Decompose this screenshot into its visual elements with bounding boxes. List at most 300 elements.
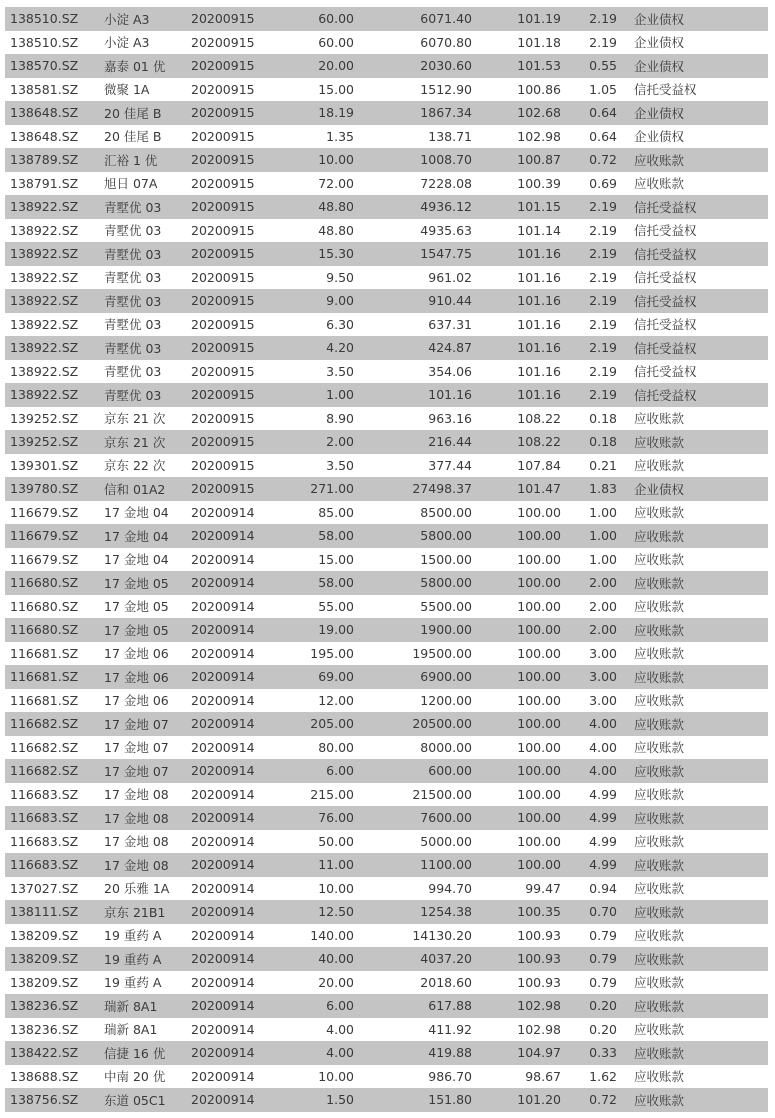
asset-type-cell: 信托受益权: [634, 223, 697, 239]
bond-name-cell: 京东 21 次: [104, 434, 166, 450]
bond-name-cell: 17 金地 06: [104, 646, 169, 662]
trade-date-cell: 20200915: [191, 199, 255, 215]
table-row: [5, 242, 768, 266]
bond-code-cell: 137027.SZ: [10, 880, 79, 896]
volume-cell: 20.00: [318, 974, 354, 990]
asset-type-cell: 应收账款: [634, 669, 685, 685]
table-row: [5, 806, 768, 830]
bond-name-cell: 17 金地 04: [104, 528, 169, 544]
volume-cell: 15.00: [318, 81, 354, 97]
term-cell: 0.94: [589, 880, 617, 896]
bond-name-cell: 青墅优 03: [104, 246, 162, 262]
amount-cell: 4935.63: [420, 222, 472, 238]
bond-name-cell: 20 佳尾 B: [104, 129, 162, 145]
volume-cell: 12.00: [318, 692, 354, 708]
volume-cell: 40.00: [318, 951, 354, 967]
bond-name-cell: 17 金地 07: [104, 740, 169, 756]
price-cell: 101.16: [517, 246, 561, 262]
bond-code-cell: 138422.SZ: [10, 1045, 79, 1061]
price-cell: 100.87: [517, 152, 561, 168]
bond-name-cell: 京东 22 次: [104, 458, 166, 474]
price-cell: 100.93: [517, 974, 561, 990]
asset-type-cell: 应收账款: [634, 740, 685, 756]
price-cell: 100.00: [517, 716, 561, 732]
price-cell: 100.35: [517, 904, 561, 920]
price-cell: 100.39: [517, 175, 561, 191]
term-cell: 2.19: [589, 11, 617, 27]
bond-name-cell: 微聚 1A: [104, 82, 150, 98]
price-cell: 100.00: [517, 551, 561, 567]
bond-code-cell: 138922.SZ: [10, 246, 79, 262]
table-row: [5, 266, 768, 290]
trade-date-cell: 20200914: [191, 504, 255, 520]
volume-cell: 15.30: [318, 246, 354, 262]
trade-date-cell: 20200915: [191, 128, 255, 144]
table-row: [5, 947, 768, 971]
volume-cell: 20.00: [318, 58, 354, 74]
bond-name-cell: 青墅优 03: [104, 387, 162, 403]
table-row: [5, 454, 768, 478]
volume-cell: 4.00: [326, 1045, 354, 1061]
term-cell: 1.00: [589, 551, 617, 567]
volume-cell: 85.00: [318, 504, 354, 520]
price-cell: 101.16: [517, 293, 561, 309]
term-cell: 0.69: [589, 175, 617, 191]
bond-name-cell: 旭日 07A: [104, 176, 158, 192]
amount-cell: 961.02: [428, 269, 472, 285]
bond-name-cell: 17 金地 05: [104, 622, 169, 638]
price-cell: 100.93: [517, 927, 561, 943]
volume-cell: 215.00: [310, 786, 354, 802]
term-cell: 0.21: [589, 457, 617, 473]
amount-cell: 5800.00: [420, 575, 472, 591]
bond-name-cell: 19 重药 A: [104, 975, 162, 991]
price-cell: 100.00: [517, 669, 561, 685]
amount-cell: 101.16: [428, 387, 472, 403]
bond-name-cell: 17 金地 08: [104, 857, 169, 873]
term-cell: 2.19: [589, 222, 617, 238]
asset-type-cell: 信托受益权: [634, 270, 697, 286]
trade-date-cell: 20200915: [191, 152, 255, 168]
term-cell: 3.00: [589, 692, 617, 708]
bond-name-cell: 信和 01A2: [104, 481, 166, 497]
term-cell: 1.83: [589, 481, 617, 497]
bond-code-cell: 116679.SZ: [10, 504, 79, 520]
term-cell: 4.99: [589, 857, 617, 873]
bond-name-cell: 17 金地 07: [104, 716, 169, 732]
asset-type-cell: 应收账款: [634, 552, 685, 568]
bond-name-cell: 青墅优 03: [104, 317, 162, 333]
table-row: [5, 54, 768, 78]
trade-date-cell: 20200915: [191, 34, 255, 50]
bond-code-cell: 138922.SZ: [10, 340, 79, 356]
term-cell: 2.00: [589, 622, 617, 638]
term-cell: 0.55: [589, 58, 617, 74]
term-cell: 1.00: [589, 504, 617, 520]
bond-code-cell: 138236.SZ: [10, 998, 79, 1014]
term-cell: 2.00: [589, 575, 617, 591]
table-row: [5, 689, 768, 713]
asset-type-cell: 应收账款: [634, 998, 685, 1014]
term-cell: 0.64: [589, 105, 617, 121]
price-cell: 100.00: [517, 575, 561, 591]
volume-cell: 48.80: [318, 199, 354, 215]
bond-name-cell: 京东 21B1: [104, 904, 166, 920]
trade-date-cell: 20200915: [191, 222, 255, 238]
asset-type-cell: 应收账款: [634, 528, 685, 544]
table-row: [5, 712, 768, 736]
table-row: [5, 430, 768, 454]
table-row: [5, 172, 768, 196]
bond-name-cell: 17 金地 05: [104, 575, 169, 591]
asset-type-cell: 应收账款: [634, 857, 685, 873]
asset-type-cell: 应收账款: [634, 1092, 685, 1108]
bond-name-cell: 19 重药 A: [104, 928, 162, 944]
table-row: [5, 407, 768, 431]
amount-cell: 994.70: [428, 880, 472, 896]
bond-code-cell: 116683.SZ: [10, 786, 79, 802]
amount-cell: 27498.37: [412, 481, 472, 497]
bond-name-cell: 汇裕 1 优: [104, 152, 158, 168]
term-cell: 1.00: [589, 528, 617, 544]
volume-cell: 60.00: [318, 11, 354, 27]
volume-cell: 195.00: [310, 645, 354, 661]
price-cell: 101.16: [517, 363, 561, 379]
term-cell: 0.20: [589, 1021, 617, 1037]
bond-code-cell: 138581.SZ: [10, 81, 79, 97]
trade-date-cell: 20200914: [191, 528, 255, 544]
price-cell: 100.86: [517, 81, 561, 97]
amount-cell: 1100.00: [420, 857, 472, 873]
trade-date-cell: 20200915: [191, 58, 255, 74]
table-row: [5, 7, 768, 31]
term-cell: 0.70: [589, 904, 617, 920]
trade-date-cell: 20200915: [191, 363, 255, 379]
volume-cell: 19.00: [318, 622, 354, 638]
amount-cell: 21500.00: [412, 786, 472, 802]
amount-cell: 4037.20: [420, 951, 472, 967]
price-cell: 101.47: [517, 481, 561, 497]
bond-code-cell: 116683.SZ: [10, 833, 79, 849]
volume-cell: 2.00: [326, 434, 354, 450]
trade-date-cell: 20200914: [191, 763, 255, 779]
bond-code-cell: 138510.SZ: [10, 11, 79, 27]
volume-cell: 3.50: [326, 363, 354, 379]
trade-date-cell: 20200915: [191, 340, 255, 356]
bond-code-cell: 139252.SZ: [10, 410, 79, 426]
amount-cell: 1254.38: [420, 904, 472, 920]
bond-name-cell: 青墅优 03: [104, 223, 162, 239]
volume-cell: 1.00: [326, 387, 354, 403]
amount-cell: 1900.00: [420, 622, 472, 638]
price-cell: 99.47: [525, 880, 561, 896]
term-cell: 2.19: [589, 34, 617, 50]
asset-type-cell: 企业债权: [634, 129, 685, 145]
asset-type-cell: 应收账款: [634, 716, 685, 732]
table-row: [5, 219, 768, 243]
trade-date-cell: 20200915: [191, 293, 255, 309]
bond-code-cell: 138209.SZ: [10, 951, 79, 967]
table-row: [5, 383, 768, 407]
asset-type-cell: 企业债权: [634, 35, 685, 51]
term-cell: 1.62: [589, 1068, 617, 1084]
volume-cell: 6.00: [326, 998, 354, 1014]
bond-code-cell: 139301.SZ: [10, 457, 79, 473]
trade-date-cell: 20200914: [191, 904, 255, 920]
table-row: [5, 877, 768, 901]
trade-date-cell: 20200914: [191, 880, 255, 896]
trade-date-cell: 20200915: [191, 387, 255, 403]
volume-cell: 9.50: [326, 269, 354, 285]
bond-name-cell: 17 金地 05: [104, 599, 169, 615]
bond-name-cell: 19 重药 A: [104, 951, 162, 967]
asset-type-cell: 应收账款: [634, 951, 685, 967]
bond-code-cell: 116681.SZ: [10, 692, 79, 708]
asset-type-cell: 应收账款: [634, 411, 685, 427]
term-cell: 2.19: [589, 340, 617, 356]
bond-code-cell: 138209.SZ: [10, 974, 79, 990]
asset-type-cell: 企业债权: [634, 105, 685, 121]
bond-code-cell: 116679.SZ: [10, 528, 79, 544]
asset-type-cell: 信托受益权: [634, 293, 697, 309]
volume-cell: 60.00: [318, 34, 354, 50]
amount-cell: 354.06: [428, 363, 472, 379]
price-cell: 102.98: [517, 998, 561, 1014]
bond-code-cell: 138922.SZ: [10, 269, 79, 285]
table-row: [5, 1041, 768, 1065]
bond-name-cell: 嘉泰 01 优: [104, 58, 166, 74]
bond-name-cell: 瑞新 8A1: [104, 1022, 158, 1038]
bond-name-cell: 17 金地 08: [104, 810, 169, 826]
term-cell: 1.05: [589, 81, 617, 97]
price-cell: 100.00: [517, 810, 561, 826]
table-row: [5, 31, 768, 55]
price-cell: 102.98: [517, 128, 561, 144]
term-cell: 0.79: [589, 927, 617, 943]
asset-type-cell: 应收账款: [634, 434, 685, 450]
price-cell: 101.53: [517, 58, 561, 74]
table-row: [5, 971, 768, 995]
trade-date-cell: 20200915: [191, 457, 255, 473]
price-cell: 100.00: [517, 528, 561, 544]
trade-date-cell: 20200914: [191, 622, 255, 638]
trade-date-cell: 20200914: [191, 1092, 255, 1108]
amount-cell: 14130.20: [412, 927, 472, 943]
trade-date-cell: 20200914: [191, 810, 255, 826]
asset-type-cell: 应收账款: [634, 152, 685, 168]
term-cell: 3.00: [589, 645, 617, 661]
bond-code-cell: 138209.SZ: [10, 927, 79, 943]
table-row: [5, 1065, 768, 1089]
table-row: [5, 618, 768, 642]
price-cell: 98.67: [525, 1068, 561, 1084]
table-row: [5, 1088, 768, 1112]
volume-cell: 72.00: [318, 175, 354, 191]
volume-cell: 58.00: [318, 528, 354, 544]
asset-type-cell: 应收账款: [634, 975, 685, 991]
bond-code-cell: 116680.SZ: [10, 598, 79, 614]
bond-code-cell: 138648.SZ: [10, 105, 79, 121]
table-row: [5, 148, 768, 172]
term-cell: 0.79: [589, 951, 617, 967]
term-cell: 2.19: [589, 246, 617, 262]
table-row: [5, 336, 768, 360]
volume-cell: 80.00: [318, 739, 354, 755]
volume-cell: 11.00: [318, 857, 354, 873]
trade-date-cell: 20200914: [191, 598, 255, 614]
bond-code-cell: 138791.SZ: [10, 175, 79, 191]
amount-cell: 5800.00: [420, 528, 472, 544]
table-row: [5, 759, 768, 783]
price-cell: 100.00: [517, 645, 561, 661]
price-cell: 101.14: [517, 222, 561, 238]
price-cell: 102.98: [517, 1021, 561, 1037]
price-cell: 108.22: [517, 410, 561, 426]
trade-date-cell: 20200915: [191, 481, 255, 497]
term-cell: 0.72: [589, 152, 617, 168]
term-cell: 0.18: [589, 410, 617, 426]
bond-code-cell: 138922.SZ: [10, 316, 79, 332]
price-cell: 108.22: [517, 434, 561, 450]
price-cell: 101.19: [517, 11, 561, 27]
amount-cell: 1512.90: [420, 81, 472, 97]
term-cell: 2.19: [589, 293, 617, 309]
bond-name-cell: 小淀 A3: [104, 11, 150, 27]
price-cell: 100.93: [517, 951, 561, 967]
term-cell: 3.00: [589, 669, 617, 685]
bond-name-cell: 信捷 16 优: [104, 1045, 166, 1061]
term-cell: 0.20: [589, 998, 617, 1014]
volume-cell: 1.35: [326, 128, 354, 144]
amount-cell: 4936.12: [420, 199, 472, 215]
term-cell: 4.99: [589, 786, 617, 802]
trade-date-cell: 20200915: [191, 11, 255, 27]
trade-date-cell: 20200914: [191, 1021, 255, 1037]
bond-name-cell: 青墅优 03: [104, 199, 162, 215]
asset-type-cell: 应收账款: [634, 881, 685, 897]
bond-name-cell: 20 佳尾 B: [104, 105, 162, 121]
table-row: [5, 994, 768, 1018]
bond-code-cell: 116682.SZ: [10, 763, 79, 779]
trade-date-cell: 20200914: [191, 645, 255, 661]
bond-code-cell: 138688.SZ: [10, 1068, 79, 1084]
bond-code-cell: 138789.SZ: [10, 152, 79, 168]
table-row: [5, 289, 768, 313]
table-row: [5, 783, 768, 807]
price-cell: 100.00: [517, 857, 561, 873]
trade-date-cell: 20200915: [191, 434, 255, 450]
volume-cell: 48.80: [318, 222, 354, 238]
bond-name-cell: 17 金地 06: [104, 669, 169, 685]
price-cell: 101.16: [517, 340, 561, 356]
table-row: [5, 548, 768, 572]
table-row: [5, 360, 768, 384]
bond-code-cell: 139252.SZ: [10, 434, 79, 450]
bond-code-cell: 116683.SZ: [10, 857, 79, 873]
bond-code-cell: 138236.SZ: [10, 1021, 79, 1037]
table-row: [5, 642, 768, 666]
table-row: [5, 195, 768, 219]
amount-cell: 8000.00: [420, 739, 472, 755]
bond-code-cell: 138922.SZ: [10, 363, 79, 379]
bond-code-cell: 116680.SZ: [10, 575, 79, 591]
term-cell: 2.19: [589, 269, 617, 285]
amount-cell: 138.71: [428, 128, 472, 144]
amount-cell: 910.44: [428, 293, 472, 309]
bond-name-cell: 东道 05C1: [104, 1092, 166, 1108]
term-cell: 2.19: [589, 387, 617, 403]
trade-date-cell: 20200914: [191, 1045, 255, 1061]
asset-type-cell: 应收账款: [634, 834, 685, 850]
asset-type-cell: 应收账款: [634, 176, 685, 192]
term-cell: 4.00: [589, 716, 617, 732]
table-row: [5, 477, 768, 501]
trade-date-cell: 20200914: [191, 786, 255, 802]
volume-cell: 8.90: [326, 410, 354, 426]
amount-cell: 600.00: [428, 763, 472, 779]
asset-type-cell: 应收账款: [634, 928, 685, 944]
bond-name-cell: 青墅优 03: [104, 293, 162, 309]
bond-name-cell: 17 金地 04: [104, 505, 169, 521]
price-cell: 102.68: [517, 105, 561, 121]
price-cell: 104.97: [517, 1045, 561, 1061]
asset-type-cell: 应收账款: [634, 810, 685, 826]
volume-cell: 10.00: [318, 880, 354, 896]
price-cell: 100.00: [517, 786, 561, 802]
term-cell: 0.72: [589, 1092, 617, 1108]
term-cell: 4.00: [589, 763, 617, 779]
table-row: [5, 1018, 768, 1042]
volume-cell: 205.00: [310, 716, 354, 732]
asset-type-cell: 应收账款: [634, 693, 685, 709]
trade-date-cell: 20200914: [191, 1068, 255, 1084]
table-row: [5, 853, 768, 877]
amount-cell: 1500.00: [420, 551, 472, 567]
table-row: [5, 313, 768, 337]
amount-cell: 424.87: [428, 340, 472, 356]
bond-name-cell: 17 金地 06: [104, 693, 169, 709]
price-cell: 107.84: [517, 457, 561, 473]
volume-cell: 6.30: [326, 316, 354, 332]
table-row: [5, 900, 768, 924]
term-cell: 2.19: [589, 199, 617, 215]
price-cell: 100.00: [517, 692, 561, 708]
price-cell: 101.16: [517, 269, 561, 285]
volume-cell: 3.50: [326, 457, 354, 473]
bond-code-cell: 138922.SZ: [10, 199, 79, 215]
volume-cell: 271.00: [310, 481, 354, 497]
asset-type-cell: 应收账款: [634, 575, 685, 591]
asset-type-cell: 应收账款: [634, 505, 685, 521]
amount-cell: 1008.70: [420, 152, 472, 168]
bond-name-cell: 青墅优 03: [104, 364, 162, 380]
amount-cell: 419.88: [428, 1045, 472, 1061]
price-cell: 101.16: [517, 387, 561, 403]
volume-cell: 76.00: [318, 810, 354, 826]
bond-code-cell: 116682.SZ: [10, 716, 79, 732]
price-cell: 101.16: [517, 316, 561, 332]
trade-date-cell: 20200914: [191, 669, 255, 685]
bond-code-cell: 138922.SZ: [10, 293, 79, 309]
amount-cell: 5000.00: [420, 833, 472, 849]
amount-cell: 637.31: [428, 316, 472, 332]
bond-name-cell: 青墅优 03: [104, 340, 162, 356]
trade-date-cell: 20200914: [191, 833, 255, 849]
bond-code-cell: 116679.SZ: [10, 551, 79, 567]
volume-cell: 18.19: [318, 105, 354, 121]
volume-cell: 140.00: [310, 927, 354, 943]
trade-date-cell: 20200914: [191, 927, 255, 943]
